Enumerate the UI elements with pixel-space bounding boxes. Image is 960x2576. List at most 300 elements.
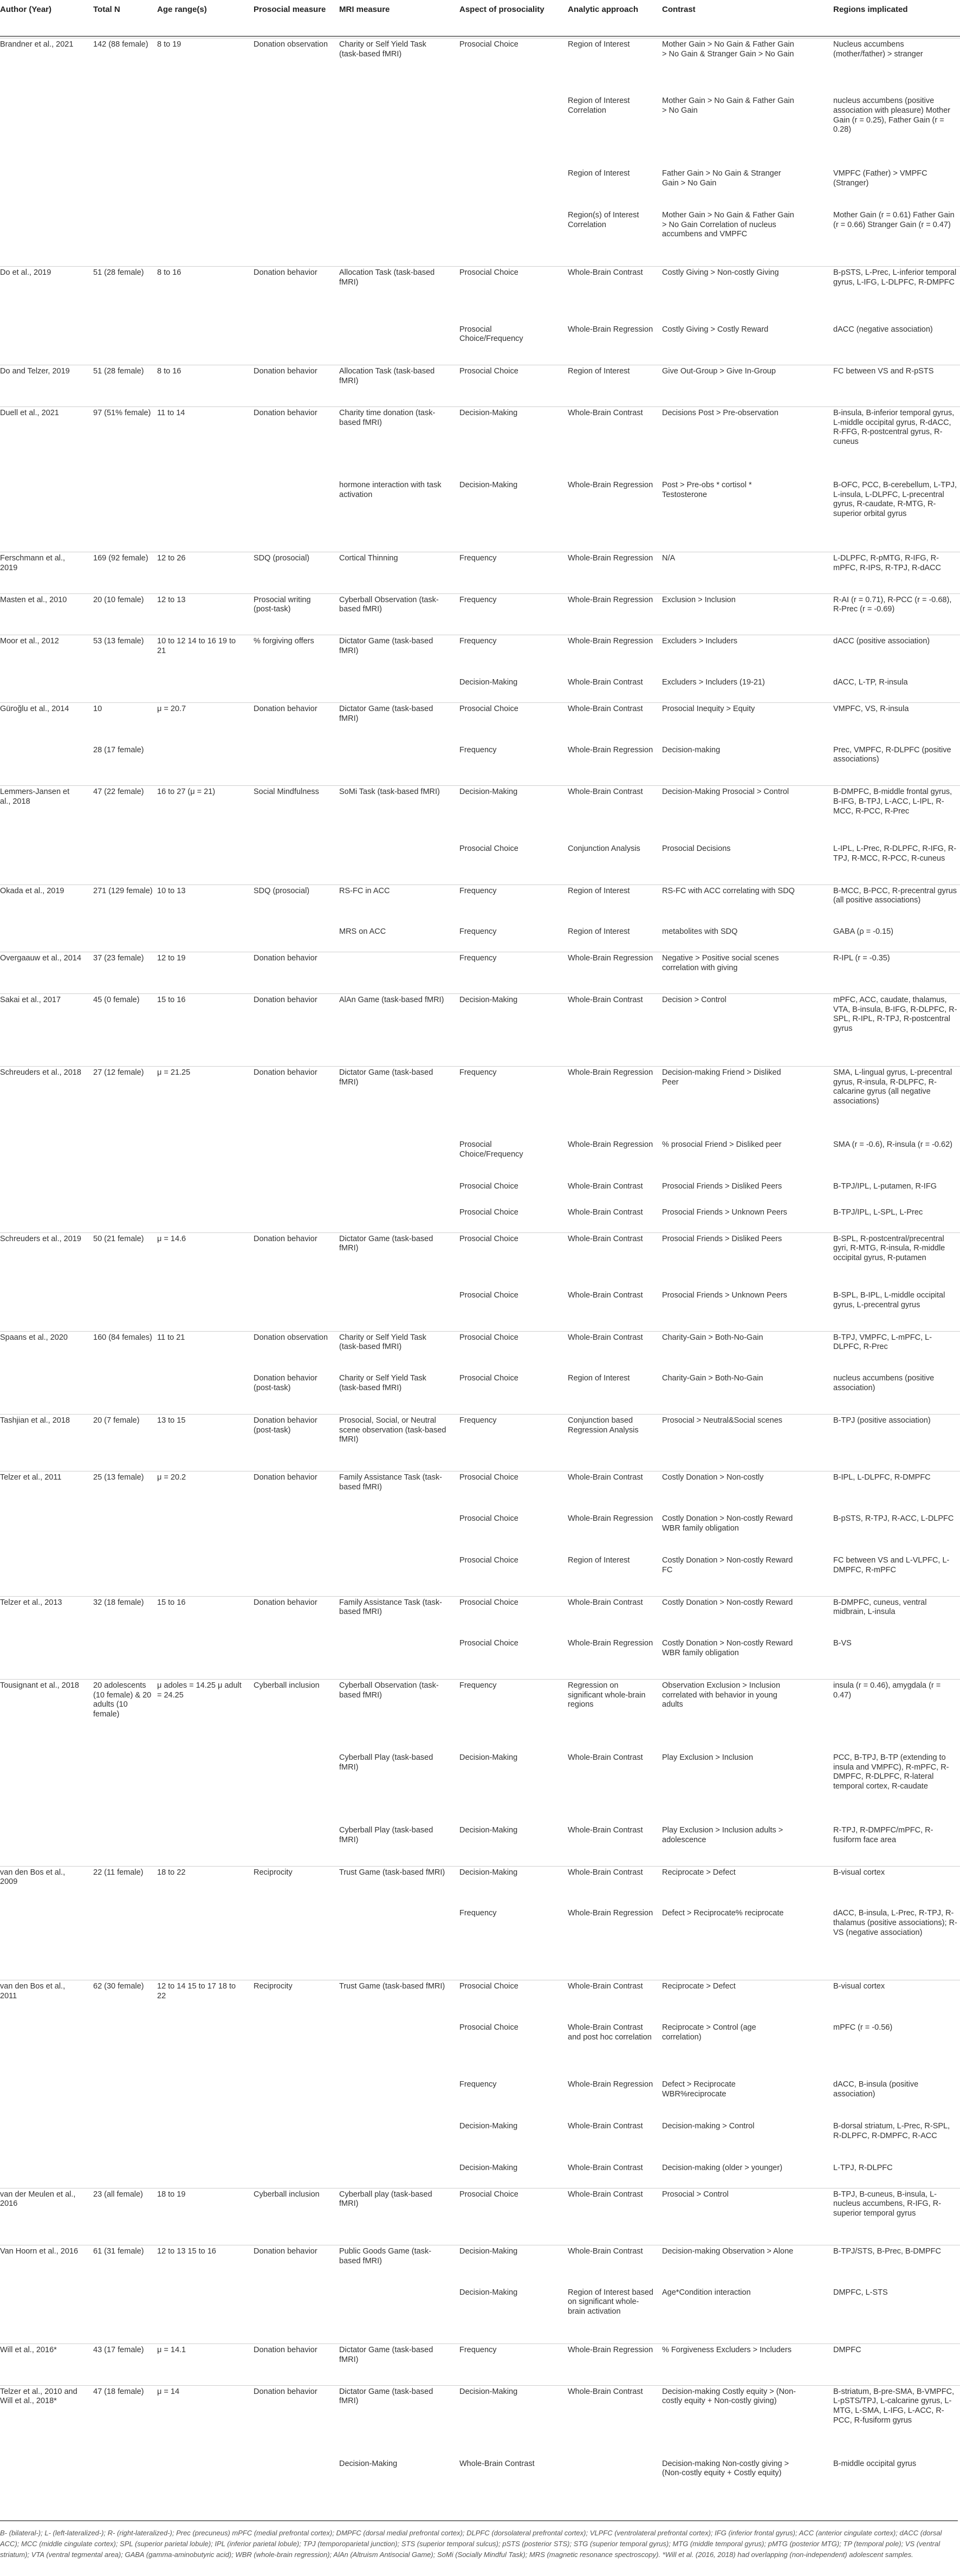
total-n-cell: 22 (11 female): [93, 1868, 144, 1877]
contrast-cell: Decisions Post > Pre-observation: [662, 409, 779, 418]
mri-measure-cell: Charity or Self Yield Task (task-based fMRI): [339, 1374, 426, 1393]
contrast-cell: Give Out-Group > Give In-Group: [662, 367, 776, 376]
regions-cell: FC between VS and R-pSTS: [833, 367, 934, 376]
table-row: [0, 1907, 960, 1980]
table-row: [0, 167, 960, 209]
mri-measure-cell: Prosocial, Social, or Neutral scene observation (task-based fMRI): [339, 1416, 446, 1444]
table-row: [0, 676, 960, 702]
contrast-cell: Costly Donation > Non-costly Reward WBR family obligation: [662, 1514, 793, 1533]
analytic-approach-cell: Whole-Brain Regression: [568, 325, 653, 334]
analytic-approach-cell: Region of Interest: [568, 367, 630, 376]
mri-measure-cell: Public Goods Game (task-based fMRI): [339, 2246, 432, 2265]
total-n-cell: 45 (0 female): [93, 995, 140, 1004]
analytic-approach-cell: Region of Interest: [568, 886, 630, 895]
contrast-cell: Decision > Control: [662, 995, 727, 1004]
author-cell: Telzer et al., 2013: [0, 1598, 62, 1607]
contrast-cell: Age*Condition interaction: [662, 2288, 751, 2297]
total-n-cell: 10: [93, 705, 102, 714]
aspect-cell: Prosocial Choice/Frequency: [459, 325, 523, 344]
analytic-approach-cell: Whole-Brain Regression: [568, 481, 653, 489]
total-n-cell: 271 (129 female): [93, 886, 153, 895]
regions-cell: VMPFC (Father) > VMPFC (Stranger): [833, 169, 927, 188]
contrast-cell: Mother Gain > No Gain & Father Gain > No Gain & Stranger Gain > No Gain: [662, 40, 794, 59]
aspect-cell: Frequency: [459, 1416, 497, 1425]
aspect-cell: Frequency: [459, 553, 497, 563]
table-row: [0, 2120, 960, 2162]
regions-cell: B-visual cortex: [833, 1868, 885, 1877]
contrast-cell: Play Exclusion > Inclusion: [662, 1753, 754, 1762]
mri-measure-cell: Allocation Task (task-based fMRI): [339, 268, 435, 287]
analytic-approach-cell: Whole-Brain Regression: [568, 595, 653, 604]
analytic-approach-cell: Whole-Brain Contrast: [568, 2387, 643, 2396]
header-mri-measure: MRI measure: [339, 5, 390, 14]
contrast-cell: Defect > Reciprocate WBR%reciprocate: [662, 2080, 736, 2099]
mri-measure-cell: Trust Game (task-based fMRI): [339, 1868, 445, 1877]
prosocial-measure-cell: Donation behavior: [254, 268, 317, 277]
table-row: [0, 1679, 960, 1752]
regions-cell: dACC (negative association): [833, 325, 933, 334]
regions-cell: L-TPJ, R-DLPFC: [833, 2163, 893, 2172]
total-n-cell: 53 (13 female): [93, 637, 144, 646]
prosocial-measure-cell: Donation observation: [254, 40, 328, 49]
contrast-cell: Costly Donation > Non-costly Reward WBR family obligation: [662, 1639, 793, 1657]
analytic-approach-cell: Whole-Brain Regression: [568, 2080, 653, 2089]
mri-measure-cell: Cyberball play (task-based fMRI): [339, 2190, 432, 2209]
total-n-cell: 28 (17 female): [93, 745, 144, 754]
contrast-cell: Reciprocate > Defect: [662, 1982, 736, 1991]
contrast-cell: Excluders > Includers: [662, 637, 738, 646]
analytic-approach-cell: Whole-Brain Contrast: [568, 1825, 643, 1835]
table-row: [0, 744, 960, 786]
aspect-cell: Frequency: [459, 595, 497, 604]
regions-cell: B-OFC, PCC, B-cerebellum, L-TPJ, L-insula, L-DLPFC, L-precentral gyrus, R-caudate, R-MTG, R-superior orbital gyrus: [833, 481, 957, 519]
age-range-cell: 8 to 19: [157, 40, 181, 49]
contrast-cell: Prosocial Inequity > Equity: [662, 705, 755, 714]
mri-measure-cell: Dictator Game (task-based fMRI): [339, 637, 433, 656]
aspect-cell: Decision-Making: [459, 1753, 518, 1762]
regions-cell: B-dorsal striatum, L-Prec, R-SPL, R-DLPFC, R-DMPFC, R-ACC: [833, 2121, 950, 2140]
analytic-approach-cell: Whole-Brain Contrast: [568, 1208, 643, 1217]
contrast-cell: Prosocial > Neutral&Social scenes: [662, 1416, 783, 1425]
mri-measure-cell: Dictator Game (task-based fMRI): [339, 2346, 433, 2364]
aspect-cell: Prosocial Choice: [459, 1982, 518, 1991]
analytic-approach-cell: Region of Interest based on significant whole-brain activation: [568, 2288, 653, 2316]
mri-measure-cell: Dictator Game (task-based fMRI): [339, 1234, 433, 1253]
regions-cell: Prec, VMPFC, R-DLPFC (positive associations): [833, 745, 951, 764]
total-n-cell: 169 (92 female): [93, 553, 148, 563]
regions-cell: PCC, B-TPJ, B-TP (extending to insula and VMPFC), R-mPFC, R-DMPFC, R-DLPFC, R-lateral temporal cortex, R-caudate: [833, 1753, 949, 1791]
analytic-approach-cell: Whole-Brain Contrast: [568, 2163, 643, 2172]
header-author-year: Author (Year): [0, 5, 52, 14]
contrast-cell: Reciprocate > Defect: [662, 1868, 736, 1877]
contrast-cell: Decision-Making Prosocial > Control: [662, 787, 789, 797]
header-regions-implicated: Regions implicated: [833, 5, 908, 14]
age-range-cell: 15 to 16: [157, 1598, 186, 1607]
age-range-cell: μ = 20.2: [157, 1473, 186, 1482]
regions-cell: B-TPJ/STS, B-Prec, B-DMPFC: [833, 2246, 941, 2256]
aspect-cell: Frequency: [459, 1909, 497, 1918]
mri-measure-cell: Allocation Task (task-based fMRI): [339, 367, 435, 386]
table-row: [0, 266, 960, 324]
author-cell: Telzer et al., 2010 and Will et al., 2018*: [0, 2387, 77, 2406]
aspect-cell: Frequency: [459, 745, 497, 754]
aspect-cell: Frequency: [459, 2346, 497, 2354]
analytic-approach-cell: Whole-Brain Regression: [568, 745, 653, 754]
analytic-approach-cell: Whole-Brain Contrast: [568, 268, 643, 277]
age-range-cell: 10 to 12 14 to 16 19 to 21: [157, 637, 236, 656]
table-row: [0, 1980, 960, 2022]
aspect-cell: Prosocial Choice: [459, 268, 518, 277]
analytic-approach-cell: Whole-Brain Regression: [568, 637, 653, 646]
table-row: [0, 2188, 960, 2245]
table-row: [0, 38, 960, 95]
contrast-cell: Charity-Gain > Both-No-Gain: [662, 1374, 763, 1383]
analytic-approach-cell: Whole-Brain Contrast: [568, 678, 643, 687]
table-row: [0, 1752, 960, 1824]
contrast-cell: Decision-making (older > younger): [662, 2163, 783, 2172]
age-range-cell: μ = 14: [157, 2387, 180, 2396]
regions-cell: FC between VS and L-VLPFC, L-DMPFC, R-mPFC: [833, 1555, 950, 1574]
author-cell: Spaans et al., 2020: [0, 1333, 68, 1342]
contrast-cell: Prosocial Friends > Disliked Peers: [662, 1234, 782, 1243]
regions-cell: B-SPL, R-postcentral/precentral gyri, R-MTG, R-insula, R-middle occipital gyrus, R-putamen: [833, 1234, 945, 1263]
contrast-cell: Costly Donation > Non-costly: [662, 1473, 764, 1482]
age-range-cell: 10 to 13: [157, 886, 186, 895]
age-range-cell: 18 to 19: [157, 2190, 186, 2199]
total-n-cell: 20 (10 female): [93, 595, 144, 604]
regions-cell: B-TPJ/IPL, L-SPL, L-Prec: [833, 1208, 923, 1217]
analytic-approach-cell: Whole-Brain Regression: [568, 553, 653, 563]
contrast-cell: Decision-making Friend > Disliked Peer: [662, 1068, 781, 1087]
aspect-cell: Decision-Making: [459, 2163, 518, 2172]
author-cell: Do et al., 2019: [0, 268, 51, 277]
age-range-cell: 18 to 22: [157, 1868, 186, 1877]
prosocial-measure-cell: Prosocial writing (post-task): [254, 595, 311, 614]
analytic-approach-cell: Whole-Brain Contrast: [568, 1473, 643, 1482]
analytic-approach-cell: Whole-Brain Contrast: [568, 1333, 643, 1342]
table-row: [0, 593, 960, 636]
author-cell: Telzer et al., 2011: [0, 1473, 62, 1482]
table-row: [0, 2385, 960, 2458]
regions-cell: nucleus accumbens (positive association with pleasure) Mother Gain (r = 0.25), Father Gain (r = 0.28): [833, 96, 950, 134]
contrast-cell: Prosocial Friends > Unknown Peers: [662, 1291, 787, 1300]
contrast-cell: Decision-making Observation > Alone: [662, 2246, 794, 2256]
analytic-approach-cell: Whole-Brain Contrast: [568, 1982, 643, 1991]
age-range-cell: 8 to 16: [157, 268, 181, 277]
prosocial-measure-cell: Donation behavior: [254, 409, 317, 418]
aspect-cell: Prosocial Choice: [459, 367, 518, 376]
aspect-cell: Prosocial Choice: [459, 1208, 518, 1217]
age-range-cell: 12 to 19: [157, 954, 186, 963]
analytic-approach-cell: Region of Interest: [568, 1374, 630, 1383]
age-range-cell: 11 to 21: [157, 1333, 185, 1342]
age-range-cell: μ = 20.7: [157, 705, 186, 714]
regions-cell: VMPFC, VS, R-insula: [833, 705, 909, 714]
table-row: [0, 1866, 960, 1908]
total-n-cell: 97 (51% female): [93, 409, 151, 418]
prosocial-measure-cell: Donation behavior: [254, 2246, 317, 2256]
age-range-cell: 15 to 16: [157, 995, 186, 1004]
aspect-cell: Decision-Making: [459, 678, 518, 687]
contrast-cell: Costly Donation > Non-costly Reward FC: [662, 1555, 793, 1574]
aspect-cell: Decision-Making: [459, 995, 518, 1004]
author-cell: Güroğlu et al., 2014: [0, 705, 69, 714]
total-n-cell: 23 (all female): [93, 2190, 143, 2199]
regions-cell: dACC, L-TP, R-insula: [833, 678, 908, 687]
regions-cell: dACC, B-insula (positive association): [833, 2080, 919, 2099]
aspect-cell: Prosocial Choice: [459, 1333, 518, 1342]
table-row: [0, 2245, 960, 2287]
table-row: [0, 95, 960, 167]
mri-measure-cell: Cyberball Observation (task-based fMRI): [339, 595, 439, 614]
aspect-cell: Frequency: [459, 886, 497, 895]
contrast-cell: Reciprocate > Control (age correlation): [662, 2023, 756, 2042]
analytic-approach-cell: Whole-Brain Regression: [568, 1068, 653, 1077]
table-row: [0, 952, 960, 994]
prosocial-measure-cell: % forgiving offers: [254, 637, 314, 646]
table-row: [0, 324, 960, 365]
contrast-cell: % Forgiveness Excluders > Includers: [662, 2346, 792, 2354]
regions-cell: Mother Gain (r = 0.61) Father Gain (r = 0.66) Stranger Gain (r = 0.47): [833, 210, 955, 229]
author-cell: Will et al., 2016*: [0, 2346, 57, 2354]
analytic-approach-cell: Whole-Brain Contrast: [568, 995, 643, 1004]
mri-measure-cell: Charity or Self Yield Task (task-based fMRI): [339, 1333, 426, 1352]
analytic-approach-cell: Whole-Brain Regression: [568, 1639, 653, 1648]
analytic-approach-cell: Whole-Brain Contrast: [568, 1234, 643, 1243]
prosocial-measure-cell: Donation behavior: [254, 1068, 317, 1077]
prosocial-measure-cell: Donation observation: [254, 1333, 328, 1342]
total-n-cell: 51 (28 female): [93, 268, 144, 277]
header-contrast: Contrast: [662, 5, 696, 14]
regions-cell: insula (r = 0.46), amygdala (r = 0.47): [833, 1681, 941, 1700]
analytic-approach-cell: Whole-Brain Contrast: [568, 1182, 643, 1191]
regions-cell: L-IPL, L-Prec, R-DLPFC, R-IFG, R-TPJ, R-MCC, R-PCC, R-cuneus: [833, 844, 957, 863]
total-n-cell: 142 (88 female): [93, 40, 148, 49]
total-n-cell: 20 (7 female): [93, 1416, 140, 1425]
mri-measure-cell: Trust Game (task-based fMRI): [339, 1982, 445, 1991]
table-footnote: B- (bilateral-); L- (left-lateralized-); R- (right-lateralized-); Prec (precuneus) mPFC (medial prefrontal cortex); DMPFC (dorsal medial prefrontal cortex); DLPFC (dorsolateral prefrontal cortex); VLPFC (ventrolateral prefrontal cortex); IFG (inferior frontal gyrus); ACC (anterior cingulate cortex); dACC (dorsal ACC); MCC (middle cingulate cortex); SPL (superior parietal lobule); IPL (inferior parietal lobule); TPJ (temporoparietal junction); STS (superior temporal sulcus); pSTS (posterior STS); STG (superior temporal gyrus); MTG (middle temporal gyrus); pMTG (posterior MTG); TP (temporal pole); VS (ventral striatum); VTA (ventral tegmental area); GABA (gamma-aminobutyric acid); WBR (whole-brain regression); AlAn (Altruism Antisocial Game); SoMi (Socially Mindful Task); MRS (magnetic resonance spectroscopy). *Will et al. (2016, 2018) had overlapping (non-independent) adolescent samples.: [0, 2520, 958, 2560]
age-range-cell: 16 to 27 (μ = 21): [157, 787, 216, 797]
author-cell: van der Meulen et al., 2016: [0, 2190, 76, 2209]
contrast-cell: Defect > Reciprocate% reciprocate: [662, 1909, 784, 1918]
age-range-cell: 12 to 14 15 to 17 18 to 22: [157, 1982, 236, 2000]
contrast-cell: Exclusion > Inclusion: [662, 595, 736, 604]
author-cell: Okada et al., 2019: [0, 886, 64, 895]
contrast-cell: % prosocial Friend > Disliked peer: [662, 1140, 782, 1149]
analytic-approach-cell: Whole-Brain Contrast: [568, 1868, 643, 1877]
regions-cell: B-striatum, B-pre-SMA, B-VMPFC, L-pSTS/TPJ, L-calcarine gyrus, L-MTG, L-SMA, L-IFG, L-ACC, R-PCC, R-fusiform gyrus: [833, 2387, 955, 2425]
author-cell: Overgaauw et al., 2014: [0, 954, 81, 963]
aspect-cell: Frequency: [459, 954, 497, 963]
aspect-cell: Decision-Making: [459, 1868, 518, 1877]
analytic-approach-cell: Whole-Brain Contrast: [568, 1753, 643, 1762]
table-row: [0, 365, 960, 407]
author-cell: Moor et al., 2012: [0, 637, 59, 646]
prosocial-measure-cell: Donation behavior: [254, 2387, 317, 2396]
mri-measure-cell: Charity or Self Yield Task (task-based fMRI): [339, 40, 426, 59]
regions-cell: DMPFC, L-STS: [833, 2288, 888, 2297]
contrast-cell: Decision-making Non-costly giving > (Non-costly equity + Costly equity): [662, 2459, 789, 2478]
aspect-cell: Decision-Making: [459, 409, 518, 418]
author-cell: van den Bos et al., 2009: [0, 1868, 66, 1887]
table-row: [0, 1471, 960, 1513]
table-row: [0, 2162, 960, 2188]
header-aspect-of-prosociality: Aspect of prosociality: [459, 5, 544, 14]
table-row: [0, 479, 960, 552]
aspect-cell: Frequency: [459, 637, 497, 646]
mri-measure-cell: Cyberball Play (task-based fMRI): [339, 1825, 433, 1844]
aspect-cell: Prosocial Choice: [459, 1639, 518, 1648]
table-row: [0, 1331, 960, 1373]
regions-cell: SMA (r = -0.6), R-insula (r = -0.62): [833, 1140, 952, 1149]
aspect-cell: Whole-Brain Contrast: [459, 2459, 535, 2468]
contrast-cell: Excluders > Includers (19-21): [662, 678, 765, 687]
table-header-row: [0, 0, 960, 37]
total-n-cell: 62 (30 female): [93, 1982, 144, 1991]
author-cell: Schreuders et al., 2019: [0, 1234, 81, 1243]
table-row: [0, 1414, 960, 1471]
total-n-cell: 47 (18 female): [93, 2387, 144, 2396]
total-n-cell: 51 (28 female): [93, 367, 144, 376]
aspect-cell: Prosocial Choice: [459, 1555, 518, 1565]
author-cell: Brandner et al., 2021: [0, 40, 74, 49]
mri-measure-cell: Family Assistance Task (task-based fMRI): [339, 1473, 442, 1492]
table-row: [0, 1596, 960, 1638]
table-row: [0, 1289, 960, 1331]
analytic-approach-cell: Conjunction based Regression Analysis: [568, 1416, 639, 1435]
analytic-approach-cell: Conjunction Analysis: [568, 844, 640, 853]
contrast-cell: RS-FC with ACC correlating with SDQ: [662, 886, 795, 895]
mri-measure-cell: RS-FC in ACC: [339, 886, 390, 895]
prosocial-measure-cell: Donation behavior: [254, 705, 317, 714]
aspect-cell: Frequency: [459, 2080, 497, 2089]
table-row: [0, 2078, 960, 2120]
author-cell: Tousignant et al., 2018: [0, 1681, 79, 1690]
aspect-cell: Decision-Making: [459, 2387, 518, 2396]
prosocial-measure-cell: Social Mindfulness: [254, 787, 319, 797]
analytic-approach-cell: Whole-Brain Contrast: [568, 409, 643, 418]
table-row: [0, 993, 960, 1067]
author-cell: Sakai et al., 2017: [0, 995, 61, 1004]
regions-cell: R-IPL (r = -0.35): [833, 954, 890, 963]
header-prosocial-measure: Prosocial measure: [254, 5, 326, 14]
prosocial-measure-cell: Donation behavior: [254, 995, 317, 1004]
total-n-cell: 37 (23 female): [93, 954, 144, 963]
analytic-approach-cell: Whole-Brain Contrast: [568, 705, 643, 714]
table-row: [0, 843, 960, 885]
table-row: [0, 1637, 960, 1679]
contrast-cell: Prosocial Decisions: [662, 844, 731, 853]
mri-measure-cell: Dictator Game (task-based fMRI): [339, 705, 433, 723]
aspect-cell: Decision-Making: [459, 2121, 518, 2130]
prosocial-measure-cell: Donation behavior (post-task): [254, 1374, 317, 1393]
table-row: [0, 209, 960, 266]
author-cell: Lemmers-Jansen et al., 2018: [0, 787, 70, 806]
analytic-approach-cell: Whole-Brain Contrast: [568, 787, 643, 797]
table-row: [0, 1232, 960, 1290]
age-range-cell: μ = 14.1: [157, 2346, 186, 2354]
table-row: [0, 2458, 960, 2515]
aspect-cell: Prosocial Choice: [459, 1514, 518, 1523]
contrast-cell: Decision-making: [662, 745, 721, 754]
analytic-approach-cell: Whole-Brain Contrast and post hoc correlation: [568, 2023, 652, 2042]
prosocial-measure-cell: SDQ (prosocial): [254, 553, 310, 563]
age-range-cell: 8 to 16: [157, 367, 181, 376]
table-row: [0, 702, 960, 745]
age-range-cell: μ = 14.6: [157, 1234, 186, 1243]
age-range-cell: 11 to 14: [157, 409, 185, 418]
prosocial-measure-cell: Donation behavior (post-task): [254, 1416, 317, 1435]
aspect-cell: Prosocial Choice: [459, 40, 518, 49]
contrast-cell: Father Gain > No Gain & Stranger Gain > No Gain: [662, 169, 781, 188]
mri-measure-cell: Cortical Thinning: [339, 553, 398, 563]
table-row: [0, 2022, 960, 2078]
aspect-cell: Prosocial Choice: [459, 1234, 518, 1243]
aspect-cell: Prosocial Choice: [459, 844, 518, 853]
analytic-approach-cell: Region(s) of Interest Correlation: [568, 210, 639, 229]
analytic-approach-cell: Whole-Brain Contrast: [568, 2190, 643, 2199]
regions-cell: B-visual cortex: [833, 1982, 885, 1991]
analytic-approach-cell: Whole-Brain Regression: [568, 954, 653, 963]
contrast-cell: Play Exclusion > Inclusion adults > adolescence: [662, 1825, 783, 1844]
regions-cell: B-IPL, L-DLPFC, R-DMPFC: [833, 1473, 931, 1482]
regions-cell: R-AI (r = 0.71), R-PCC (r = -0.68), R-Prec (r = -0.69): [833, 595, 952, 614]
analytic-approach-cell: Whole-Brain Regression: [568, 1514, 653, 1523]
table-row: [0, 2287, 960, 2343]
author-cell: van den Bos et al., 2011: [0, 1982, 66, 2000]
regions-cell: B-TPJ (positive association): [833, 1416, 931, 1425]
prosocial-measure-cell: Cyberball inclusion: [254, 2190, 320, 2199]
mri-measure-cell: Family Assistance Task (task-based fMRI): [339, 1598, 442, 1617]
regions-cell: SMA, L-lingual gyrus, L-precentral gyrus, R-insula, R-DLPFC, R-calcarine gyrus (all negative associations): [833, 1068, 952, 1106]
table-row: [0, 1139, 960, 1180]
prosocial-measure-cell: Reciprocity: [254, 1868, 293, 1877]
aspect-cell: Decision-Making: [459, 1825, 518, 1835]
aspect-cell: Prosocial Choice/Frequency: [459, 1140, 523, 1159]
table-row: [0, 1513, 960, 1554]
header-total-n: Total N: [93, 5, 120, 14]
table-row: [0, 1180, 960, 1206]
total-n-cell: 25 (13 female): [93, 1473, 144, 1482]
author-cell: Duell et al., 2021: [0, 409, 59, 418]
aspect-cell: Frequency: [459, 1068, 497, 1077]
prosocial-measure-cell: Donation behavior: [254, 1598, 317, 1607]
mri-measure-cell: SoMi Task (task-based fMRI): [339, 787, 440, 797]
analytic-approach-cell: Whole-Brain Contrast: [568, 1291, 643, 1300]
table-row: [0, 406, 960, 480]
regions-cell: B-TPJ, B-cuneus, B-insula, L-nucleus accumbens, R-IFG, R-superior temporal gyrus: [833, 2190, 942, 2218]
table-row: [0, 926, 960, 952]
analytic-approach-cell: Whole-Brain Contrast: [568, 2121, 643, 2130]
author-cell: Masten et al., 2010: [0, 595, 67, 604]
regions-cell: R-TPJ, R-DMPFC/mPFC, R-fusiform face area: [833, 1825, 933, 1844]
regions-cell: B-middle occipital gyrus: [833, 2459, 917, 2468]
aspect-cell: Prosocial Choice: [459, 705, 518, 714]
author-cell: Ferschmann et al., 2019: [0, 553, 66, 572]
contrast-cell: Costly Giving > Non-costly Giving: [662, 268, 779, 277]
regions-cell: B-pSTS, L-Prec, L-inferior temporal gyrus, L-IFG, L-DLPFC, R-DMPFC: [833, 268, 957, 287]
table-row: [0, 1824, 960, 1866]
contrast-cell: Decision-making > Control: [662, 2121, 755, 2130]
header-analytic-approach: Analytic approach: [568, 5, 639, 14]
table-row: [0, 2343, 960, 2386]
regions-cell: nucleus accumbens (positive association): [833, 1374, 935, 1393]
analytic-approach-cell: Whole-Brain Regression: [568, 2346, 653, 2354]
age-range-cell: 12 to 26: [157, 553, 186, 563]
total-n-cell: 43 (17 female): [93, 2346, 144, 2354]
prosocial-measure-cell: Donation behavior: [254, 2346, 317, 2354]
age-range-cell: 12 to 13: [157, 595, 186, 604]
